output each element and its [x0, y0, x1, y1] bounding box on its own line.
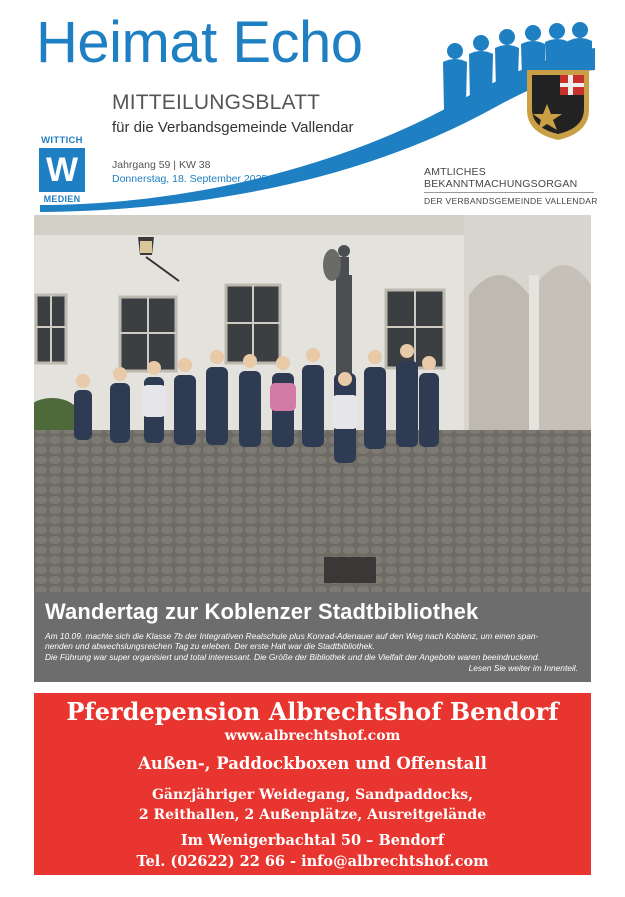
feature-text-line-1: Am 10.09. machte sich die Klasse 7b der Integrativen Realschule plus Konrad-Adenauer auf den Weg nach Koblenz, um einen span- [45, 631, 539, 641]
official-line-2: BEKANNTMACHUNGSORGAN [424, 178, 578, 191]
publisher-logo-mark: W [39, 148, 85, 192]
publisher-logo-top: WITTICH [41, 135, 83, 146]
masthead-subtitle-municipality: für die Verbandsgemeinde Vallendar [112, 119, 354, 136]
masthead [0, 0, 625, 215]
official-divider [424, 192, 594, 193]
ad-line-4: Im Wenigerbachtal 50 – Bendorf [180, 832, 445, 849]
official-organ-label [424, 166, 577, 190]
publisher-logo [33, 135, 91, 205]
feature-text-line-3: Die Führung war super organisiert und total interessant. Die Größe der Bibliothek und die Vielfalt der Angebote waren beeindruckend. [45, 651, 540, 662]
ad-title: Pferdepension Albrechtshof Bendorf [66, 697, 559, 726]
masthead-title: Heimat Echo [36, 10, 363, 75]
issue-number: Jahrgang 59 | KW 38 [112, 159, 211, 171]
feature-read-more: Lesen Sie weiter im Innenteil. [468, 663, 578, 673]
advertisement [34, 693, 591, 875]
feature-text-line-2: nenden und abwechslungsreichen Tag zu erleben. Der erste Halt war die Stadtbibliothek. [45, 641, 375, 652]
feature-title: Wandertag zur Koblenzer Stadtbibliothek [45, 599, 479, 624]
ad-line-5: Tel. (02622) 22 66 - info@albrechtshof.com [136, 853, 489, 870]
issue-date: Donnerstag, 18. September 2025 [112, 173, 268, 185]
group-photo-illustration [34, 215, 591, 592]
coat-of-arms-icon [527, 70, 589, 140]
masthead-subtitle: MITTEILUNGSBLATT [112, 91, 321, 114]
official-line-3: DER VERBANDSGEMEINDE VALLENDAR [424, 196, 598, 206]
publisher-logo-bottom: MEDIEN [43, 194, 81, 204]
official-line-1: AMTLICHES [424, 166, 486, 178]
ad-line-2: Gänzjähriger Weidegang, Sandpaddocks, [151, 787, 474, 803]
ad-url: www.albrechtshof.com [224, 728, 401, 744]
cover-photo [34, 215, 591, 592]
ad-line-1: Außen-, Paddockboxen und Offenstall [138, 754, 487, 773]
feature-text [45, 631, 585, 662]
feature-caption [34, 592, 591, 682]
ad-line-3: 2 Reithallen, 2 Außenplätze, Ausreitgelände [138, 807, 487, 823]
